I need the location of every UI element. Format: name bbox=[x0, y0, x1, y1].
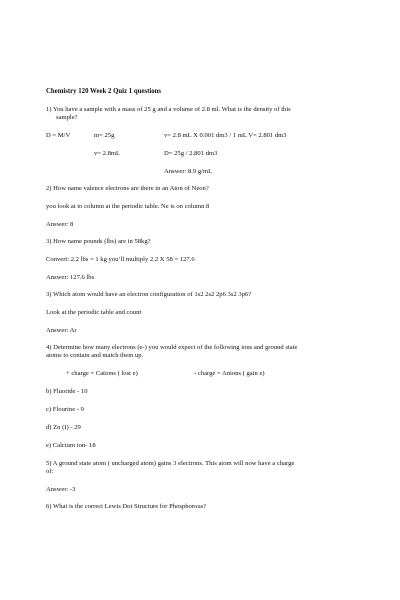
q5-text-line1: 5) A ground state atom ( uncharged atom) gains 3 electrons. This atom will now have a charge bbox=[46, 460, 295, 467]
q1-mass: m= 25g bbox=[94, 132, 115, 139]
q3b-explanation: Look at the periodic table and count bbox=[46, 309, 142, 316]
q5-text-line2: of: bbox=[46, 468, 54, 475]
q1-volume: v= 2.8mL bbox=[94, 150, 121, 157]
q1-text-line2: sample? bbox=[56, 114, 78, 121]
q1-density-calc: D= 25g / 2.801 dm3 bbox=[164, 150, 218, 157]
q3b-question: 3) Which atom would have an electron configuration of 1s2 2s2 2p6 3s2 3p6? bbox=[46, 291, 252, 298]
q1-volume-conversion: v= 2.8 mL X 0.001 dm3 / 1 mL V= 2.801 dm3 bbox=[164, 132, 287, 139]
q5-answer: Answer: -3 bbox=[46, 486, 76, 493]
q1-text-line1: 1) You have a sample with a mass of 25 g and a volume of 2.8 ml. What is the density of this bbox=[46, 106, 291, 113]
q1-answer: Answer: 8.9 g/mL bbox=[164, 168, 213, 175]
q4-cations-note: + charge = Cations ( lost e) bbox=[66, 370, 138, 377]
q4-text-line2: atoms to contain and match them up. bbox=[46, 352, 144, 359]
page-title: Chemistry 120 Week 2 Quiz 1 questions bbox=[46, 88, 162, 95]
q4-item-b: b) Fluoride - 10 bbox=[46, 388, 88, 395]
q3-answer: Answer: 127.6 lbs bbox=[46, 274, 95, 281]
q4-text-line1: 4) Determine how many electrons (e-) you would expect of the following ions and ground state bbox=[46, 344, 298, 351]
q4-item-d: d) Zn (I) - 29 bbox=[46, 424, 81, 431]
q4-anions-note: - charge = Anions ( gain e) bbox=[194, 370, 265, 377]
q2-answer: Answer: 8 bbox=[46, 221, 74, 228]
q3b-answer: Answer: Ar bbox=[46, 327, 77, 334]
quiz-page bbox=[46, 0, 356, 600]
q2-question: 2) How name valence electrons are there in an Aton of Neon? bbox=[46, 185, 209, 192]
q2-explanation: you look at to column at the periodic table. Ne is on column 8 bbox=[46, 203, 210, 210]
q6-question: 6) What is the correct Lewis Dot Structure for Phosphorous? bbox=[46, 503, 207, 510]
q3-question: 3) How name pounds (lbs) are in 58kg? bbox=[46, 238, 151, 245]
q1-formula: D = M/V bbox=[46, 132, 71, 139]
q4-item-c: c) Flourine - 9 bbox=[46, 406, 84, 413]
q4-item-e: e) Calcium ion- 18 bbox=[46, 442, 96, 449]
q3-conversion: Convert: 2.2 lbs = 1 kg you’ll multiply 2.2 X 58 = 127.6 bbox=[46, 256, 195, 263]
